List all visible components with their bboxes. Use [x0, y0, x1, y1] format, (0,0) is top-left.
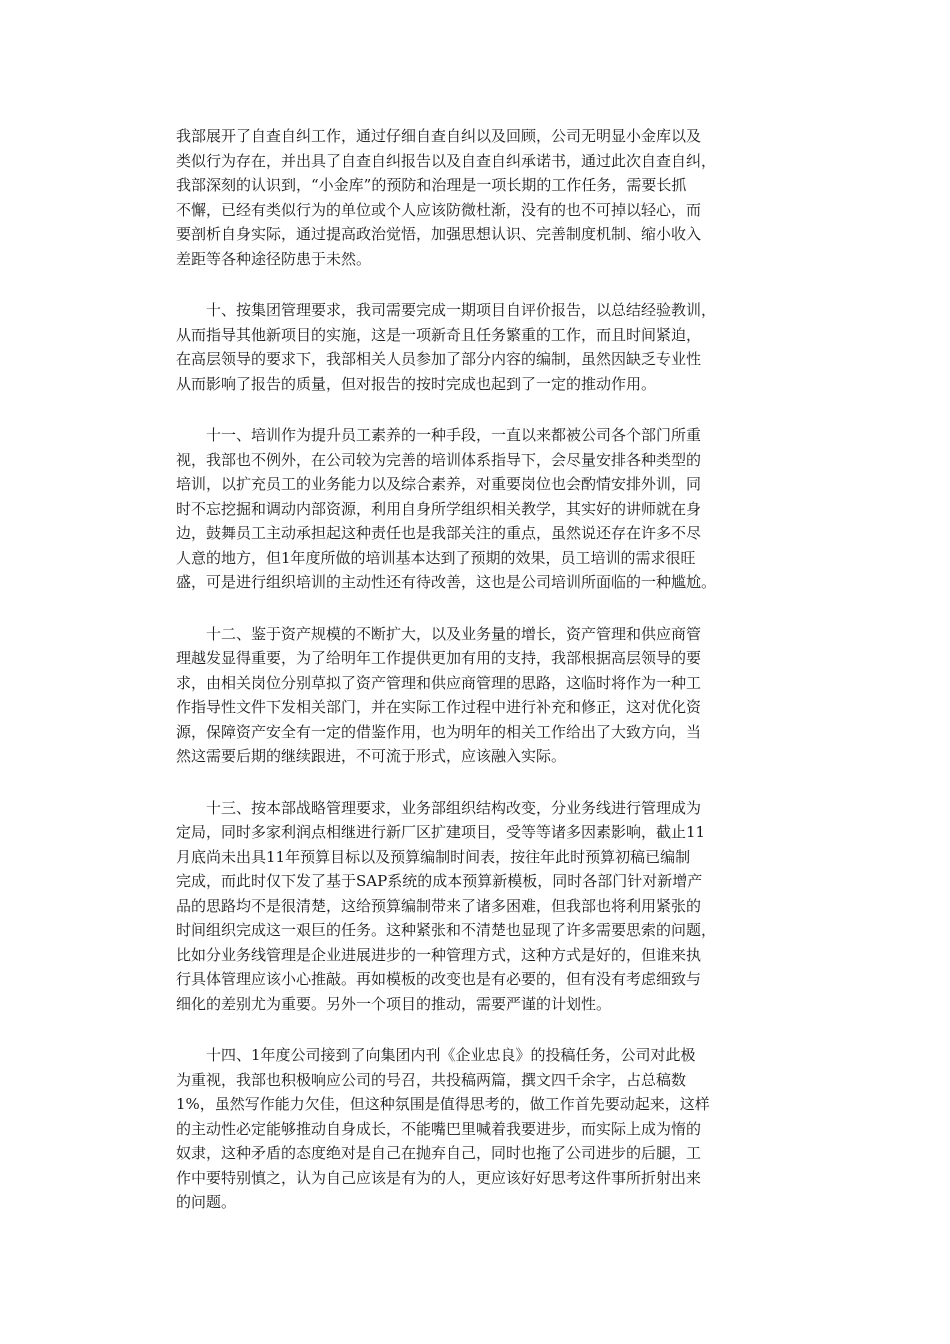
text-line: 比如分业务线管理是企业进展进步的一种管理方式，这种方式是好的，但谁来执 — [176, 945, 702, 964]
text-line: 求，由相关岗位分别草拟了资产管理和供应商管理的思路，这临时将作为一种工 — [176, 673, 702, 692]
text-line: 作中要特别慎之，认为自己应该是有为的人，更应该好好思考这件事所折射出来 — [176, 1168, 702, 1187]
text-line: 十一、培训作为提升员工素养的一种手段，一直以来都被公司各个部门所重 — [176, 426, 702, 444]
text-line: 细化的差别尤为重要。另外一个项目的推动，需要严谨的计划性。 — [176, 994, 612, 1013]
text-line: 月底尚未出具11年预算目标以及预算编制时间表，按往年此时预算初稿已编制 — [176, 847, 691, 866]
text-line: 源，保障资产安全有一定的借鉴作用，也为明年的相关工作给出了大致方向，当 — [176, 722, 702, 741]
text-line: 差距等各种途径防患于未然。 — [176, 249, 372, 268]
text-line: 品的思路均不是很清楚，这给预算编制带来了诸多困难，但我部也将利用紧张的 — [176, 896, 702, 915]
text-line: 我部深刻的认识到，“小金库”的预防和治理是一项长期的工作任务，需要长抓 — [176, 176, 687, 194]
text-line: 然这需要后期的继续跟进，不可流于形式，应该融入实际。 — [176, 747, 567, 765]
text-line: 十三、按本部战略管理要求，业务部组织结构改变，分业务线进行管理成为 — [176, 798, 702, 817]
text-line: 类似行为存在，并出具了自查自纠报告以及自查自纠承诺书，通过此次自查自纠， — [176, 151, 717, 170]
paragraph-item-11 — [176, 423, 776, 595]
text-line: 盛，可是进行组织培训的主动性还有待改善，这也是公司培训所面临的一种尴尬。 — [176, 573, 717, 591]
document-page — [176, 124, 776, 1242]
text-line: 培训，以扩充员工的业务能力以及综合素养，对重要岗位也会酌情安排外训，同 — [176, 475, 702, 493]
text-line: 的问题。 — [176, 1193, 237, 1211]
text-line: 边，鼓舞员工主动承担起这种责任也是我部关注的重点，虽然说还存在许多不尽 — [176, 524, 702, 542]
paragraph-item-14 — [176, 1043, 776, 1215]
text-line: 从而影响了报告的质量，但对报告的按时完成也起到了一定的推动作用。 — [176, 374, 657, 393]
text-line: 我部展开了自查自纠工作，通过仔细自查自纠以及回顾，公司无明显小金库以及 — [176, 127, 702, 145]
text-line: 的主动性必定能够推动自身成长，不能嘴巴里喊着我要进步，而实际上成为惰的 — [176, 1119, 702, 1138]
paragraph-item-10 — [176, 298, 776, 396]
text-line: 要剖析自身实际，通过提高政治觉悟，加强思想认识、完善制度机制、缩小收入 — [176, 225, 702, 243]
text-line: 定局，同时多家利润点相继进行新厂区扩建项目，受等等诸多因素影响，截止11 — [176, 823, 706, 841]
text-line: 1%，虽然写作能力欠佳，但这种氛围是值得思考的，做工作首先要动起来，这样 — [176, 1095, 710, 1113]
text-line: 理越发显得重要，为了给明年工作提供更加有用的支持，我部根据高层领导的要 — [176, 649, 702, 667]
text-line: 为重视，我部也积极响应公司的号召，共投稿两篇，撰文四千余字，占总稿数 — [176, 1070, 687, 1089]
text-line: 行具体管理应该小心推敲。再如模板的改变也是有必要的，但有没有考虑细致与 — [176, 970, 702, 988]
paragraph-item-12 — [176, 622, 776, 769]
text-line: 十二、鉴于资产规模的不断扩大，以及业务量的增长，资产管理和供应商管 — [176, 624, 702, 643]
text-line: 十、按集团管理要求，我司需要完成一期项目自评价报告，以总结经验教训， — [176, 301, 717, 319]
paragraph-item-13 — [176, 796, 776, 1017]
text-line: 人意的地方，但1年度所做的培训基本达到了预期的效果，员工培训的需求很旺 — [176, 548, 696, 567]
text-line: 时不忘挖掘和调动内部资源，利用自身所学组织相关教学，其实好的讲师就在身 — [176, 499, 702, 518]
text-line: 作指导性文件下发相关部门，并在实际工作过程中进行补充和修正，这对优化资 — [176, 698, 702, 716]
text-line: 在高层领导的要求下，我部相关人员参加了部分内容的编制，虽然因缺乏专业性 — [176, 350, 702, 368]
text-line: 完成，而此时仅下发了基于SAP系统的成本预算新模板，同时各部门针对新增产 — [176, 872, 703, 890]
text-line: 视，我部也不例外，在公司较为完善的培训体系指导下，会尽量安排各种类型的 — [176, 450, 702, 469]
text-line: 从而指导其他新项目的实施，这是一项新奇且任务繁重的工作，而且时间紧迫， — [176, 325, 702, 344]
text-line: 十四、1年度公司接到了向集团内刊《企业忠良》的投稿任务，公司对此极 — [176, 1046, 696, 1064]
paragraph-self-inspection — [176, 124, 776, 271]
text-line: 奴隶，这种矛盾的态度绝对是自己在抛弃自己，同时也拖了公司进步的后腿，工 — [176, 1144, 702, 1162]
text-line: 不懈，已经有类似行为的单位或个人应该防微杜渐，没有的也不可掉以轻心，而 — [176, 200, 702, 219]
text-line: 时间组织完成这一艰巨的任务。这种紧张和不清楚也显现了许多需要思索的问题， — [176, 921, 717, 939]
